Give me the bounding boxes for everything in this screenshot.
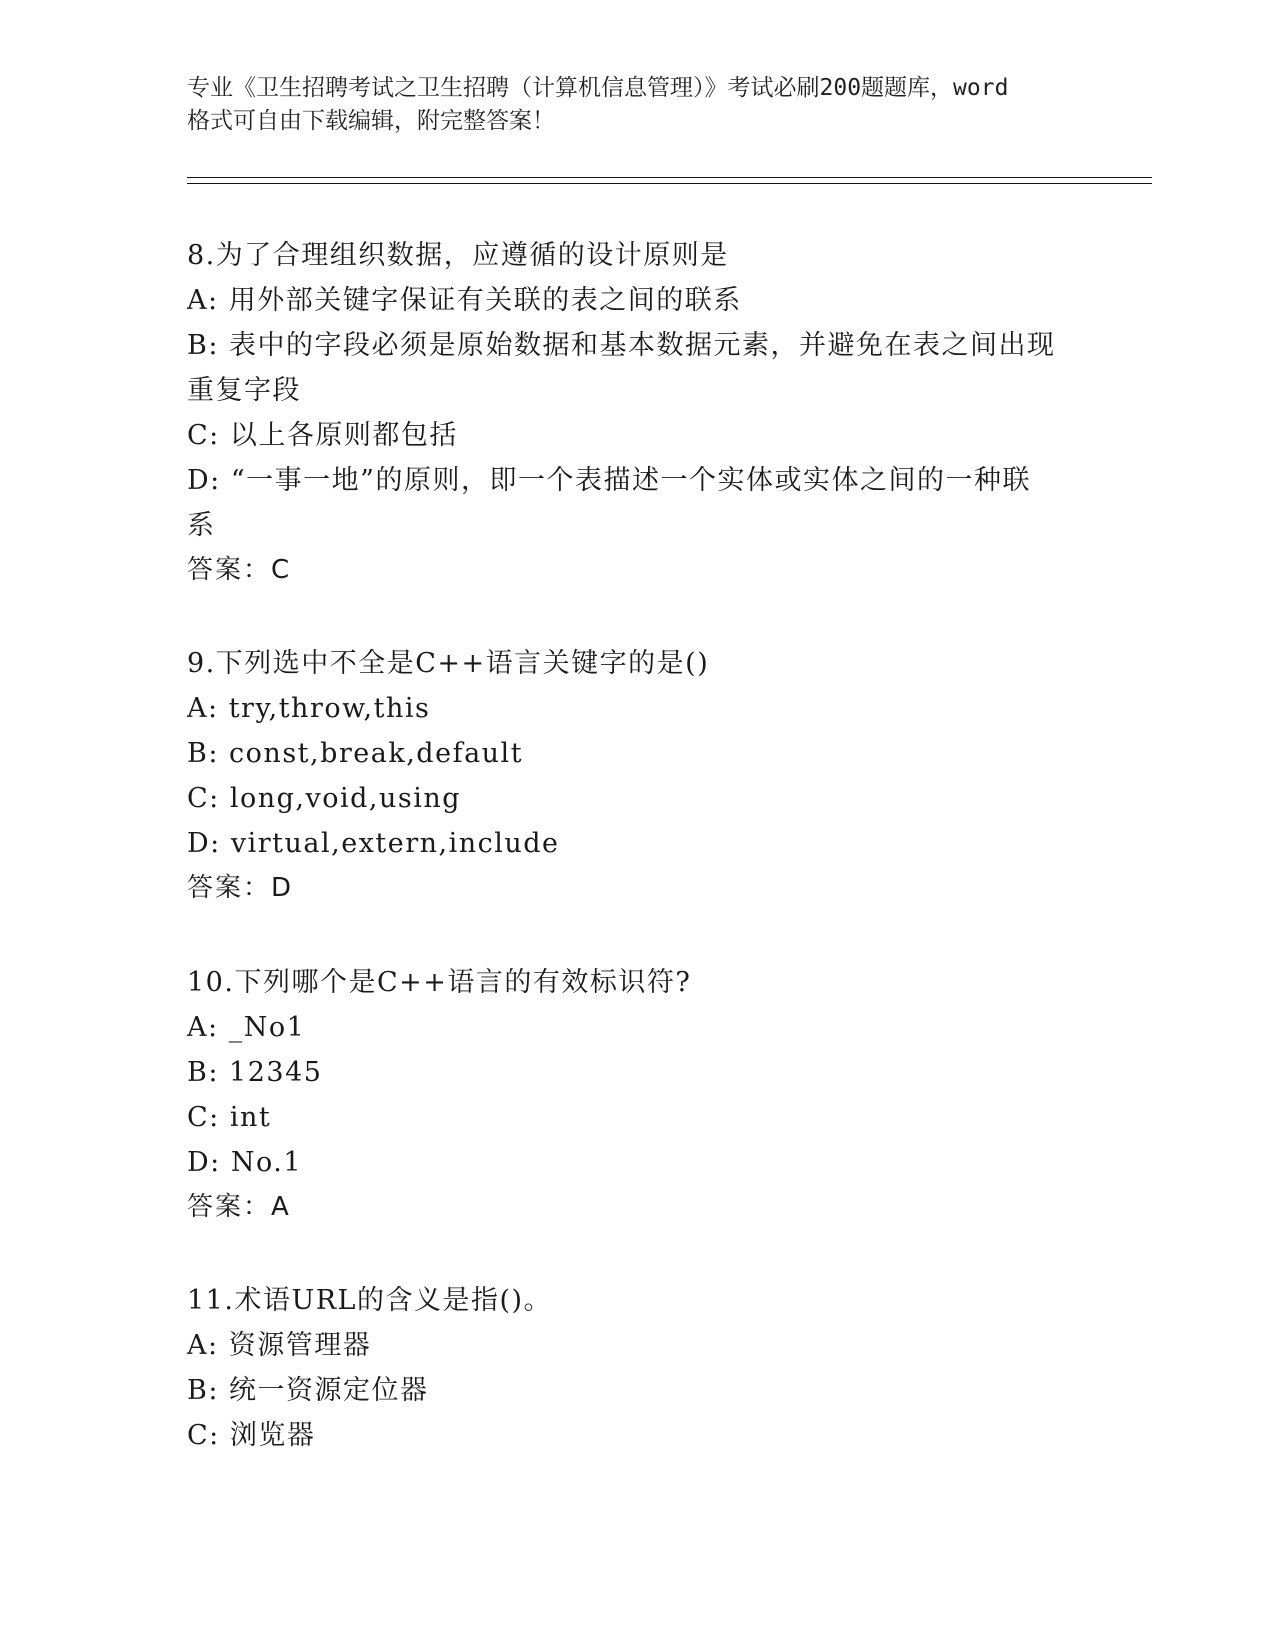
- option-text: _No1: [228, 1012, 306, 1043]
- option-label: C:: [187, 783, 220, 814]
- answer-line: 答案：C: [187, 555, 292, 585]
- option-text: 用外部关键字保证有关联的表之间的联系: [228, 285, 742, 316]
- option-label: D:: [187, 1147, 221, 1178]
- option-text: long,void,using: [229, 783, 462, 814]
- option-b: [187, 1368, 1067, 1413]
- question-stem: 8.为了合理组织数据，应遵循的设计原则是: [187, 240, 729, 271]
- option-text: const,break,default: [229, 738, 524, 769]
- option-text: “一事一地”的原则，即一个表描述一个实体或实体之间的一种联: [230, 465, 1031, 496]
- option-label: A:: [187, 285, 219, 316]
- option-label: D:: [187, 828, 221, 859]
- option-text: 浏览器: [229, 1420, 316, 1451]
- question-stem: 9.下列选中不全是C++语言关键字的是(): [187, 648, 710, 679]
- answer-line: 答案：A: [187, 1192, 291, 1222]
- option-b-continued: 重复字段: [187, 375, 301, 406]
- option-d: [187, 458, 1067, 503]
- option-text: 统一资源定位器: [229, 1375, 429, 1406]
- option-label: C:: [187, 1102, 220, 1133]
- option-label: B:: [187, 1375, 219, 1406]
- option-d: [187, 821, 1067, 866]
- option-c: [187, 1413, 1067, 1458]
- document-header: [187, 72, 1087, 138]
- option-a: [187, 1005, 1067, 1050]
- option-label: A:: [187, 1330, 219, 1361]
- header-title-line-1: 专业《卫生招聘考试之卫生招聘（计算机信息管理）》考试必刷200题题库，word: [187, 75, 1009, 101]
- question-11: [187, 1278, 1067, 1458]
- option-c: [187, 413, 1067, 458]
- question-stem: 10.下列哪个是C++语言的有效标识符?: [187, 967, 692, 998]
- option-d-continued: 系: [187, 510, 216, 541]
- option-text: try,throw,this: [228, 693, 431, 724]
- header-title-line-2: 格式可自由下载编辑，附完整答案！: [187, 108, 555, 134]
- option-b: [187, 1050, 1067, 1095]
- question-9: [187, 641, 1067, 911]
- option-label: A:: [187, 1012, 219, 1043]
- option-text: 以上各原则都包括: [229, 420, 458, 451]
- option-c: [187, 1095, 1067, 1140]
- question-stem: 11.术语URL的含义是指()。: [187, 1285, 553, 1316]
- option-label: C:: [187, 1420, 220, 1451]
- question-10: [187, 960, 1067, 1230]
- option-text: No.1: [230, 1147, 303, 1178]
- question-8: [187, 233, 1067, 593]
- header-double-rule: [187, 177, 1152, 184]
- option-text: virtual,extern,include: [230, 828, 560, 859]
- option-text: 12345: [229, 1057, 323, 1088]
- option-a: [187, 686, 1067, 731]
- option-label: B:: [187, 738, 219, 769]
- option-label: B:: [187, 1057, 219, 1088]
- option-label: D:: [187, 465, 221, 496]
- option-c: [187, 776, 1067, 821]
- answer-line: 答案：D: [187, 873, 294, 903]
- option-b: [187, 731, 1067, 776]
- option-b: [187, 323, 1067, 368]
- option-text: int: [229, 1102, 272, 1133]
- option-a: [187, 278, 1067, 323]
- option-d: [187, 1140, 1067, 1185]
- option-a: [187, 1323, 1067, 1368]
- option-label: B:: [187, 330, 219, 361]
- option-label: A:: [187, 693, 219, 724]
- option-label: C:: [187, 420, 220, 451]
- option-text: 资源管理器: [228, 1330, 372, 1361]
- option-text: 表中的字段必须是原始数据和基本数据元素，并避免在表之间出现: [229, 330, 1056, 361]
